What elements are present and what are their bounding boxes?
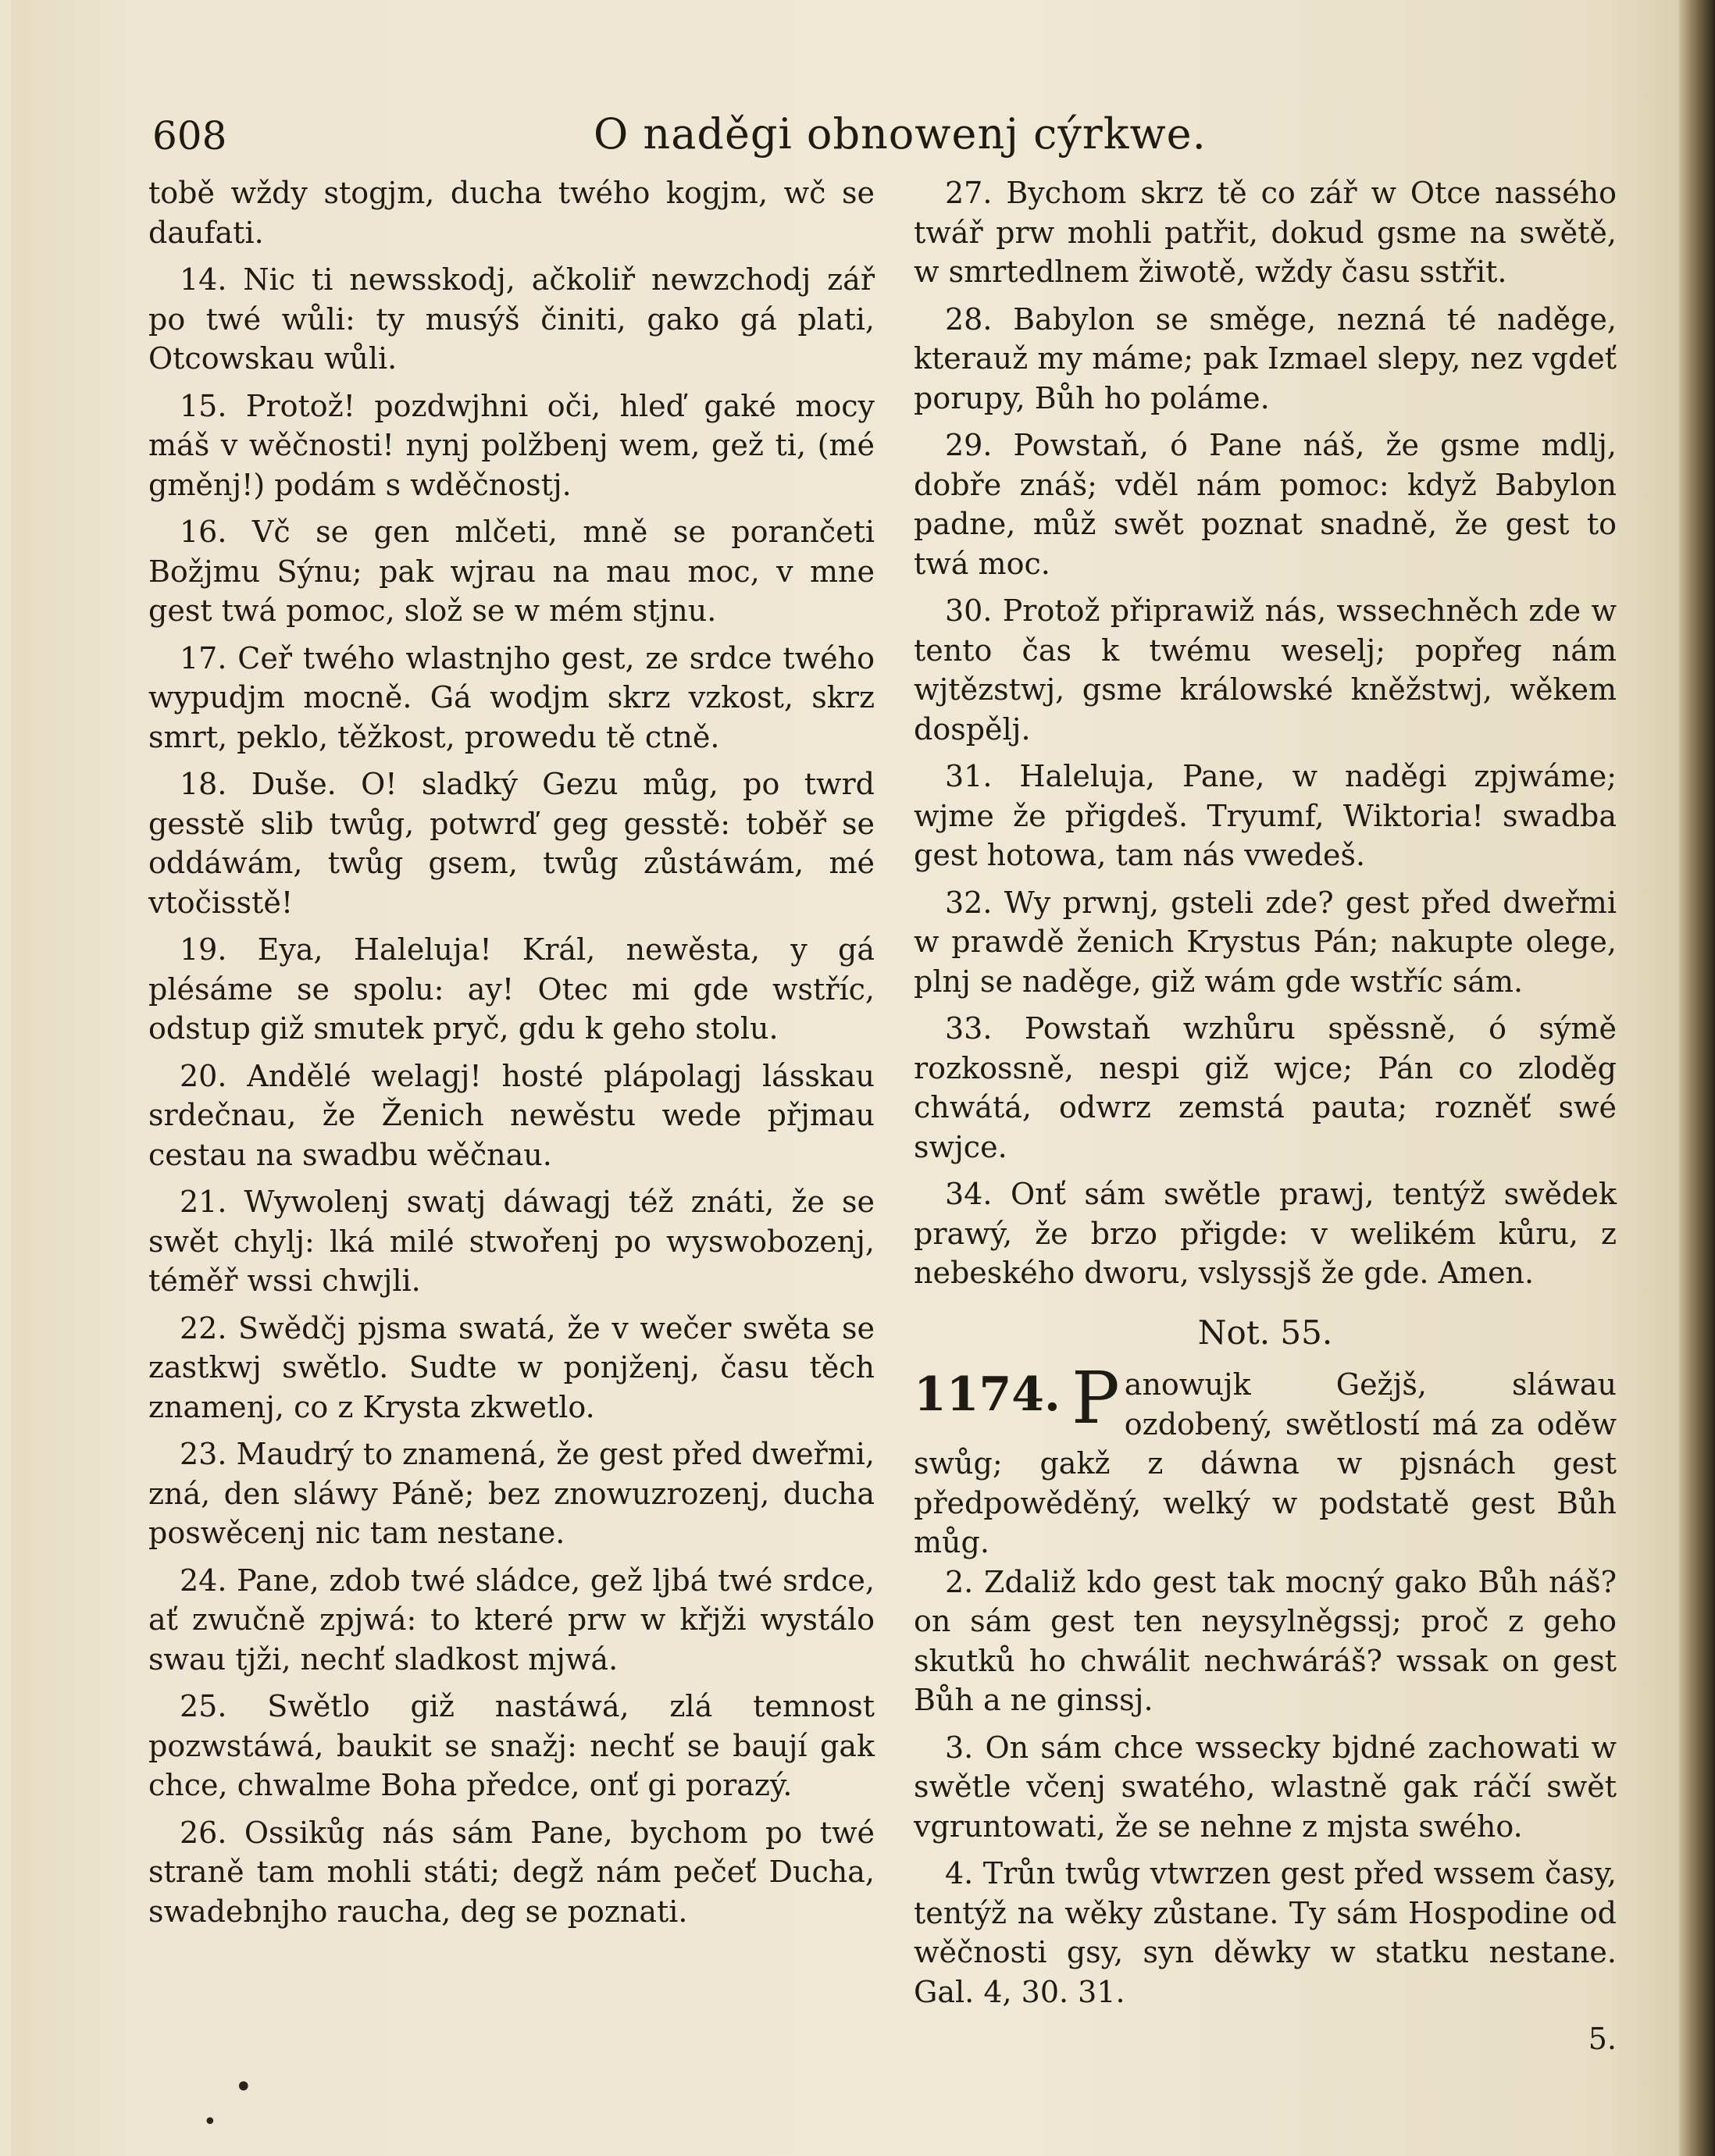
verse-text: 20. Andělé welagj! hosté plápolagj lásskau srdečnau, že Ženich newěstu wede přjmau cestau na swadbu wěčnau.: [148, 1058, 875, 1172]
hymn-number: 1174.: [914, 1367, 1061, 1422]
ink-spot: •: [203, 2108, 217, 2136]
verse-text: 17. Ceř twého wlastnjho gest, ze srdce twého wypudjm mocně. Gá wodjm skrz vzkost, skrz smrt, peklo, těžkost, prowedu tě ctně.: [148, 640, 875, 754]
hymn-melody-heading: Not. 55.: [1197, 1313, 1333, 1352]
verse-text: 16. Vč se gen mlčeti, mně se porančeti Božjmu Sýnu; pak wjrau na mau moc, v mne gest twá pomoc, slož se w mém stjnu.: [148, 515, 875, 628]
right-column: [914, 173, 1617, 2059]
drop-cap: P: [1071, 1356, 1120, 1440]
verse-text: anowujk Gežjš, sláwau ozdobený, swětlostí má za oděw swůg; gakž z dáwna w pjsnách gest předpowěděný, welký w podstatě gest Bůh můg.: [914, 1367, 1617, 1559]
verse-text: 30. Protož připrawiž nás, wssechněch zde w tento čas k twému weselj; popřeg nám wjtězstwj, gsme králowské kněžstwj, wěkem dospělj.: [914, 593, 1617, 747]
verse-text: 24. Pane, zdob twé sládce, gež ljbá twé srdce, ať zwučně zpjwá: to které prw w křjži wystálo swau tjži, nechť sladkost mjwá.: [148, 1563, 875, 1677]
verse-text: 27. Bychom skrz tě co zář w Otce nassého twář prw mohli patřit, dokud gsme na swětě, w smrtedlnem žiwotě, wždy času sstřit.: [914, 176, 1617, 289]
verse-text: 2. Zdaliž kdo gest tak mocný gako Bůh náš? on sám gest ten neysylněgssj; proč z geho skutků ho chwálit nechwáráš? wssak on gest Bůh a ne ginssj.: [914, 1564, 1617, 1717]
verse-text: 29. Powstaň, ó Pane náš, že gsme mdlj, dobře znáš; vděl nám pomoc: když Babylon padne, můž swět poznat snadně, že gest to twá moc.: [914, 428, 1617, 581]
verse-text: 25. Swětlo giž nastáwá, zlá temnost pozwstáwá, baukit se snažj: nechť se baují gak chce, chwalme Boha předce, onť gi porazý.: [148, 1689, 875, 1802]
verse-text: 26. Ossikůg nás sám Pane, bychom po twé straně tam mohli státi; degž nám pečeť Ducha, swadebnjho raucha, deg se poznati.: [148, 1815, 875, 1929]
verse-text: 15. Protož! pozdwjhni oči, hleď gaké mocy máš v wěčnosti! nynj polžbenj wem, gež ti, (mé gměnj!) podám s wděčnostj.: [148, 388, 875, 502]
verse-text: tobě wždy stogjm, ducha twého kogjm, wč se daufati.: [148, 176, 875, 250]
verse-text: 31. Haleluja, Pane, w naděgi zpjwáme; wjme že přigdeš. Tryumf, Wiktoria! swadba gest hotowa, tam nás vwedeš.: [914, 759, 1617, 872]
verse-text: 3. On sám chce wssecky bjdné zachowati w swětle včenj swatého, wlastně gak ráčí swět vgruntowati, že se nehne z mjsta swého.: [914, 1730, 1617, 1844]
left-column: [148, 173, 875, 1939]
verse-text: 22. Swědčj pjsma swatá, že v wečer swěta se zastkwj swětlo. Sudte w ponjženj, času těch znamenj, co z Krysta zkwetlo.: [148, 1310, 875, 1424]
verse-text: 14. Nic ti newsskodj, ačkoliř newzchodj zář po twé wůli: ty musýš činiti, gako gá plati, Otcowskau wůli.: [148, 262, 875, 376]
verse-text: 34. Onť sám swětle prawj, tentýž swědek prawý, že brzo přigde: v welikém kůru, z nebeského dworu, vslyssjš že gde. Amen.: [914, 1177, 1617, 1290]
verse-text: 32. Wy prwnj, gsteli zde? gest před dweřmi w prawdě ženich Krystus Pán; nakupte olege, plnj se naděge, giž wám gde wstříc sám.: [914, 885, 1617, 999]
verse-text: 33. Powstaň wzhůru spěssně, ó sýmě rozkossně, nespi giž wjce; Pán co zloděg chwátá, odwrz zemstá pauta; rozněť swé swjce.: [914, 1011, 1617, 1164]
catchword: 5.: [1588, 2022, 1617, 2056]
verse-text: 4. Trůn twůg vtwrzen gest před wssem časy, tentýž na wěky zůstane. Ty sám Hospodine od wěčnosti gsy, syn děwky w statku nestane. Gal. 4, 30. 31.: [914, 1856, 1617, 2009]
verse-text: 28. Babylon se směge, nezná té naděge, kterauž my máme; pak Izmael slepy, nez vgdeť porupy, Bůh ho poláme.: [914, 301, 1617, 415]
verse-text: 23. Maudrý to znamená, že gest před dweřmi, zná, den sláwy Páně; bez znowuzrozenj, ducha poswěcenj nic tam nestane.: [148, 1437, 875, 1550]
ink-spot: •: [234, 2069, 253, 2105]
page-number: 608: [152, 113, 227, 159]
running-title: O naděgi obnowenj cýrkwe.: [594, 109, 1207, 159]
verse-text: 18. Duše. O! sladký Gezu můg, po twrd gesstě slib twůg, potwrď geg gesstě: toběř se oddáwám, twůg gsem, twůg zůstáwám, mé vtočisstě!: [148, 767, 875, 920]
hymn-first-verse: [914, 1356, 1617, 1563]
verse-text: 19. Eya, Haleluja! Král, newěsta, y gá plésáme se spolu: ay! Otec mi gde wstříc, odstup giž smutek pryč, gdu k geho stolu.: [148, 932, 875, 1046]
book-spine-shadow: [1679, 0, 1715, 2156]
verse-text: 21. Wywolenj swatj dáwagj též znáti, že se swět chylj: lká milé stwořenj po wyswobozenj, téměř wssi chwjli.: [148, 1185, 875, 1298]
